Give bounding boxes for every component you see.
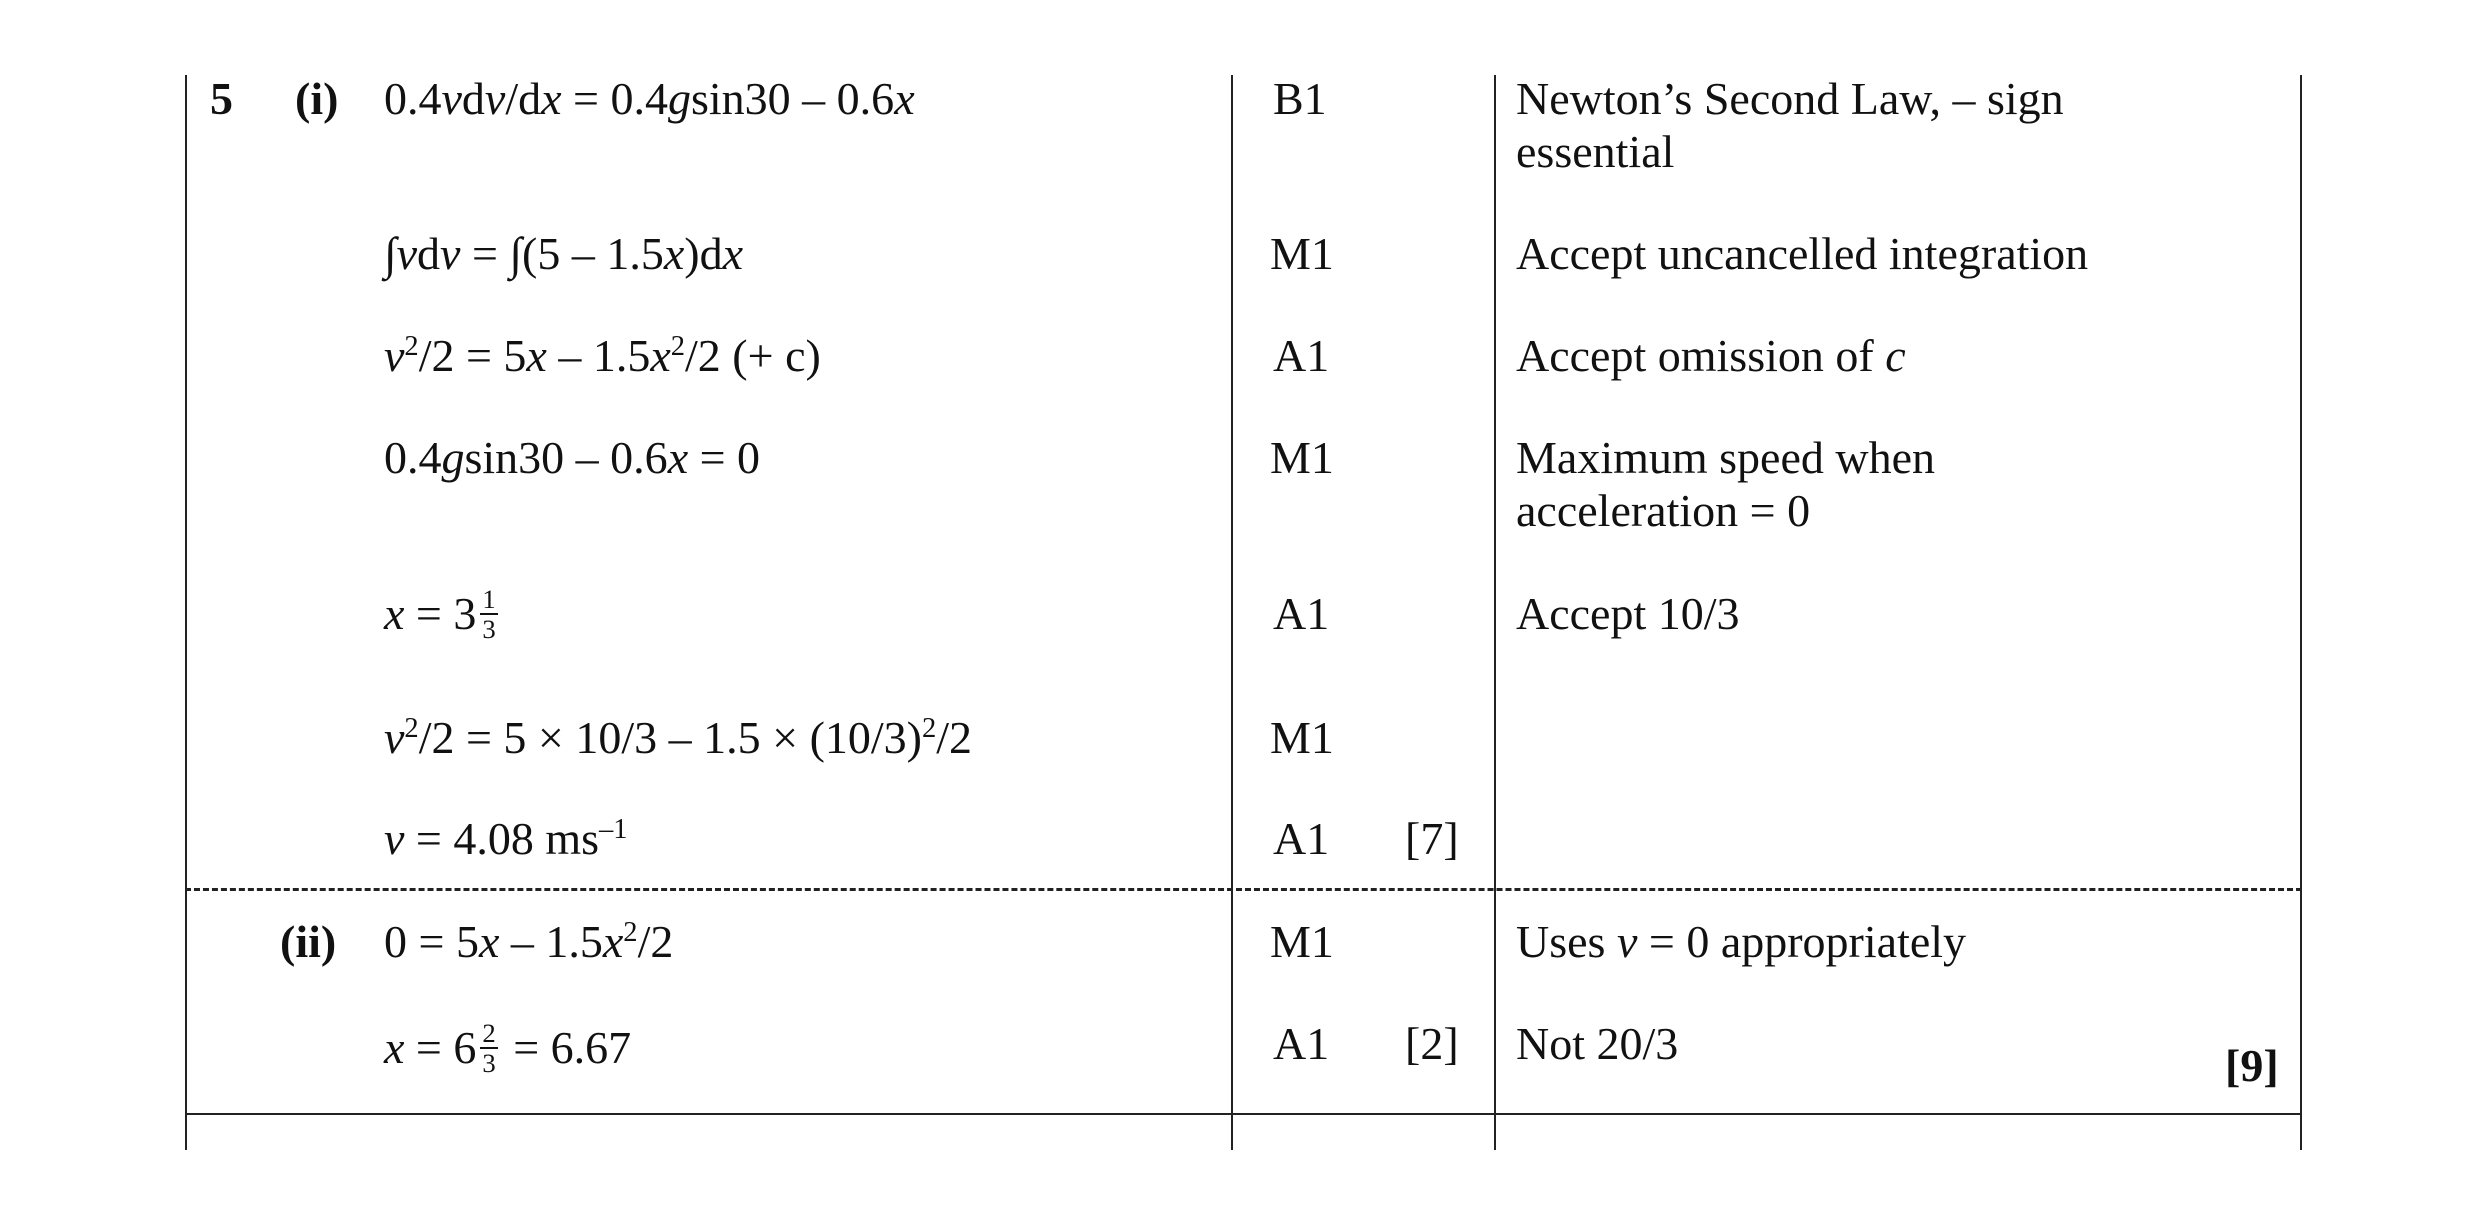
mark-i-6: M1 [1270, 712, 1334, 763]
guidance-i-1: Newton’s Second Law, – sign essential [1516, 73, 2064, 177]
guidance-i-4: Maximum speed when acceleration = 0 [1516, 432, 1936, 536]
guidance-ii-1-var: v [1616, 916, 1638, 967]
guidance-i-2: Accept uncancelled integration [1516, 228, 2089, 279]
table-right-border [2300, 75, 2302, 1150]
mark-guidance-divider [1494, 75, 1496, 1150]
part-separator [185, 888, 2302, 891]
part-label-ii: (ii) [280, 916, 337, 967]
answer-i-5: x = 3 $\frac{1}{3}$ [384, 584, 496, 645]
mark-ii-2: A1 [1273, 1018, 1330, 1069]
table-left-border [185, 75, 187, 1150]
fraction-one-third: $\frac{1}{3}$ [482, 584, 496, 645]
mark-ii-1: M1 [1270, 916, 1334, 967]
guidance-i-3 [1516, 330, 1906, 383]
guidance-i-3-text: Accept omission of [1516, 330, 1886, 381]
guidance-ii-1-suffix: = 0 appropriately [1637, 916, 1967, 967]
answer-i-1: 0.4vdv/dx = 0.4gsin30 – 0.6x [384, 73, 915, 124]
subtotal-ii: [2] [1405, 1018, 1459, 1069]
guidance-i-5: Accept 10/3 [1516, 588, 1740, 639]
guidance-ii-2: Not 20/3 [1516, 1018, 1679, 1069]
mark-i-3: A1 [1273, 330, 1330, 381]
mark-i-7: A1 [1273, 813, 1330, 864]
guidance-ii-1-prefix: Uses [1516, 916, 1617, 967]
answer-mark-divider [1231, 75, 1233, 1150]
answer-ii-2: x = 6 $\frac{2}{3}$ = 6.67 [384, 1018, 632, 1079]
guidance-ii-1 [1516, 916, 1966, 969]
answer-i-6: $v^2/2 = 5 \times 10/3 - 1.5 \times (10/3)^2/2$ [384, 712, 973, 763]
guidance-i-3-var: c [1885, 330, 1906, 381]
question-bottom-rule [185, 1113, 2302, 1115]
part-label-i: (i) [295, 73, 339, 124]
question-total: [9] [2225, 1040, 2279, 1091]
answer-ii-1: $0 = 5x - 1.5x^2/2$ [384, 916, 674, 967]
mark-i-2: M1 [1270, 228, 1334, 279]
answer-i-3: $v^2/2 = 5x - 1.5x^2/2$ (+ c) [384, 330, 821, 381]
answer-i-2: ∫vdv = ∫(5 – 1.5x)dx [384, 228, 743, 279]
mark-i-1: B1 [1273, 73, 1327, 124]
answer-i-7: v = 4.08 $ms^{-1}$ [384, 813, 628, 864]
mark-i-5: A1 [1273, 588, 1330, 639]
question-number: 5 [210, 73, 233, 124]
mark-i-4: M1 [1270, 432, 1334, 483]
answer-i-4: 0.4gsin30 – 0.6x = 0 [384, 432, 761, 483]
subtotal-i: [7] [1405, 813, 1459, 864]
fraction-two-thirds: $\frac{2}{3}$ [482, 1018, 496, 1079]
